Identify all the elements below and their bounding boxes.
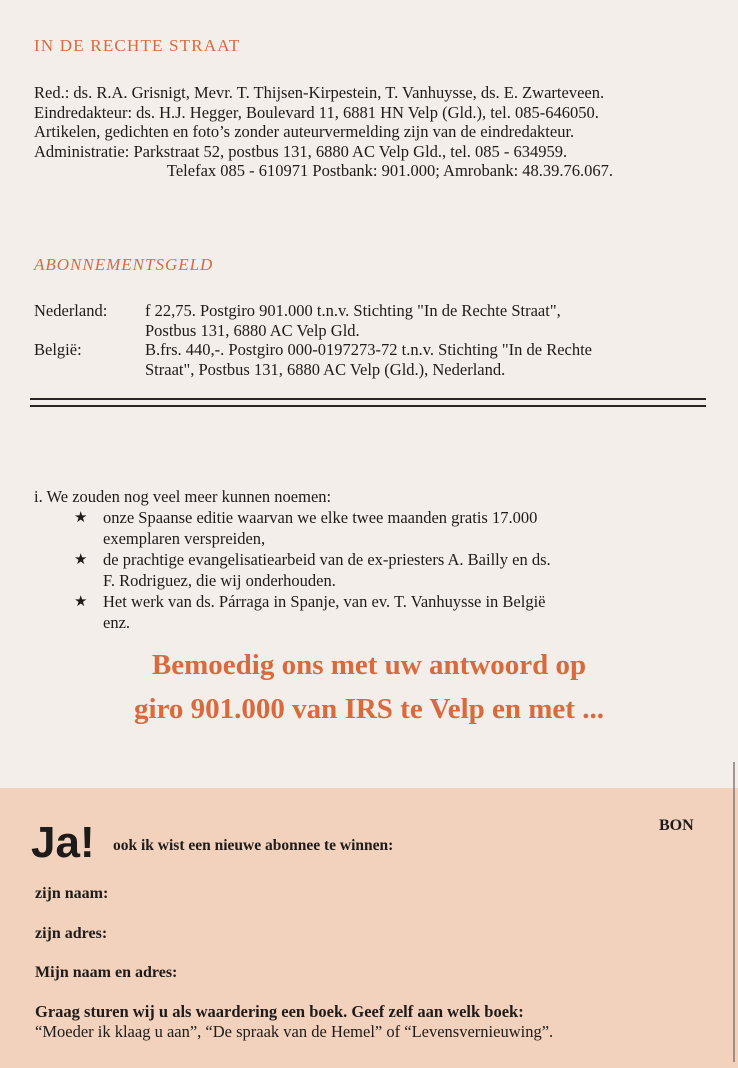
list-block (34, 486, 714, 633)
star-icon: ★ (74, 508, 88, 526)
list-intro: i. We zouden nog veel meer kunnen noemen: (34, 487, 332, 506)
subscription-title: ABONNEMENTSGELD (34, 255, 214, 274)
own-name-address-field-label[interactable]: Mijn naam en adres: (35, 964, 178, 981)
masthead-title: IN DE RECHTE STRAAT (34, 36, 241, 55)
details-line: Postbus 131, 6880 AC Velp Gld. (145, 320, 360, 340)
gift-offer (35, 1002, 725, 1042)
page-edge-mark (733, 762, 735, 1062)
list-item (34, 591, 714, 633)
credits-block (34, 83, 706, 181)
appeal-line: Bemoedig ons met uw antwoord op (151, 649, 587, 681)
credits-line: Administratie: Parkstraat 52, postbus 131, 6880 AC Velp Gld., tel. 085 - 634959. (34, 141, 568, 161)
details-line: Straat", Postbus 131, 6880 AC Velp (Gld.), Nederland. (145, 359, 506, 379)
list-item-line: F. Rodriguez, die wij onderhouden. (103, 571, 336, 590)
subscription-row-netherlands (34, 301, 714, 340)
gift-offer-books: “Moeder ik klaag u aan”, “De spraak van de Hemel” of “Levensvernieuwing”. (35, 1022, 554, 1041)
appeal-line: giro 901.000 van IRS te Velp en met ... (134, 693, 604, 725)
divider-rule (30, 405, 706, 407)
details-line: B.frs. 440,-. Postgiro 000-0197273-72 t.n.v. Stichting "In de Rechte (145, 340, 592, 359)
list-item-line: onze Spaanse editie waarvan we elke twee maanden gratis 17.000 (103, 508, 538, 527)
credits-line: Artikelen, gedichten en foto’s zonder auteurvermelding zijn van de eindredakteur. (34, 122, 575, 141)
list-item-line: enz. (103, 613, 131, 632)
subscription-details (145, 340, 714, 379)
credits-line: Eindredakteur: ds. H.J. Hegger, Boulevard 11, 6881 HN Velp (Gld.), tel. 085-646050. (34, 102, 599, 122)
coupon-label: BON (659, 817, 694, 834)
coupon-ja-heading: Ja! (31, 818, 95, 867)
star-icon: ★ (74, 550, 88, 568)
list-item-line: Het werk van ds. Párraga in Spanje, van ev. T. Vanhuysse in België (103, 592, 546, 611)
subscription-details (145, 301, 714, 340)
list-item (34, 549, 714, 591)
divider-rule (30, 398, 706, 400)
address-field-label[interactable]: zijn adres: (35, 925, 108, 942)
list-item-line: de prachtige evangelisatiearbeid van de ex-priesters A. Bailly en ds. (103, 550, 551, 569)
credits-line-telefax: Telefax 085 - 610971 Postbank: 901.000; Amrobank: 48.39.76.067. (166, 161, 614, 180)
list-item-line: exemplaren verspreiden, (103, 529, 266, 548)
subscription-row-belgium (34, 340, 714, 379)
gift-offer-line: Graag sturen wij u als waardering een boek. Geef zelf aan welk boek: (35, 1002, 524, 1021)
subscription-table (34, 301, 714, 379)
star-icon: ★ (74, 592, 88, 610)
appeal-heading (0, 643, 738, 731)
country-label: België: (34, 340, 82, 359)
country-label: Nederland: (34, 301, 108, 320)
coupon-tagline: ook ik wist een nieuwe abonnee te winnen: (113, 837, 394, 854)
details-line: f 22,75. Postgiro 901.000 t.n.v. Stichting "In de Rechte Straat", (145, 301, 561, 320)
credits-line: Red.: ds. R.A. Grisnigt, Mevr. T. Thijsen-Kirpestein, T. Vanhuysse, ds. E. Zwarteveen. (34, 83, 605, 102)
name-field-label[interactable]: zijn naam: (35, 885, 109, 902)
list-item (34, 507, 714, 549)
